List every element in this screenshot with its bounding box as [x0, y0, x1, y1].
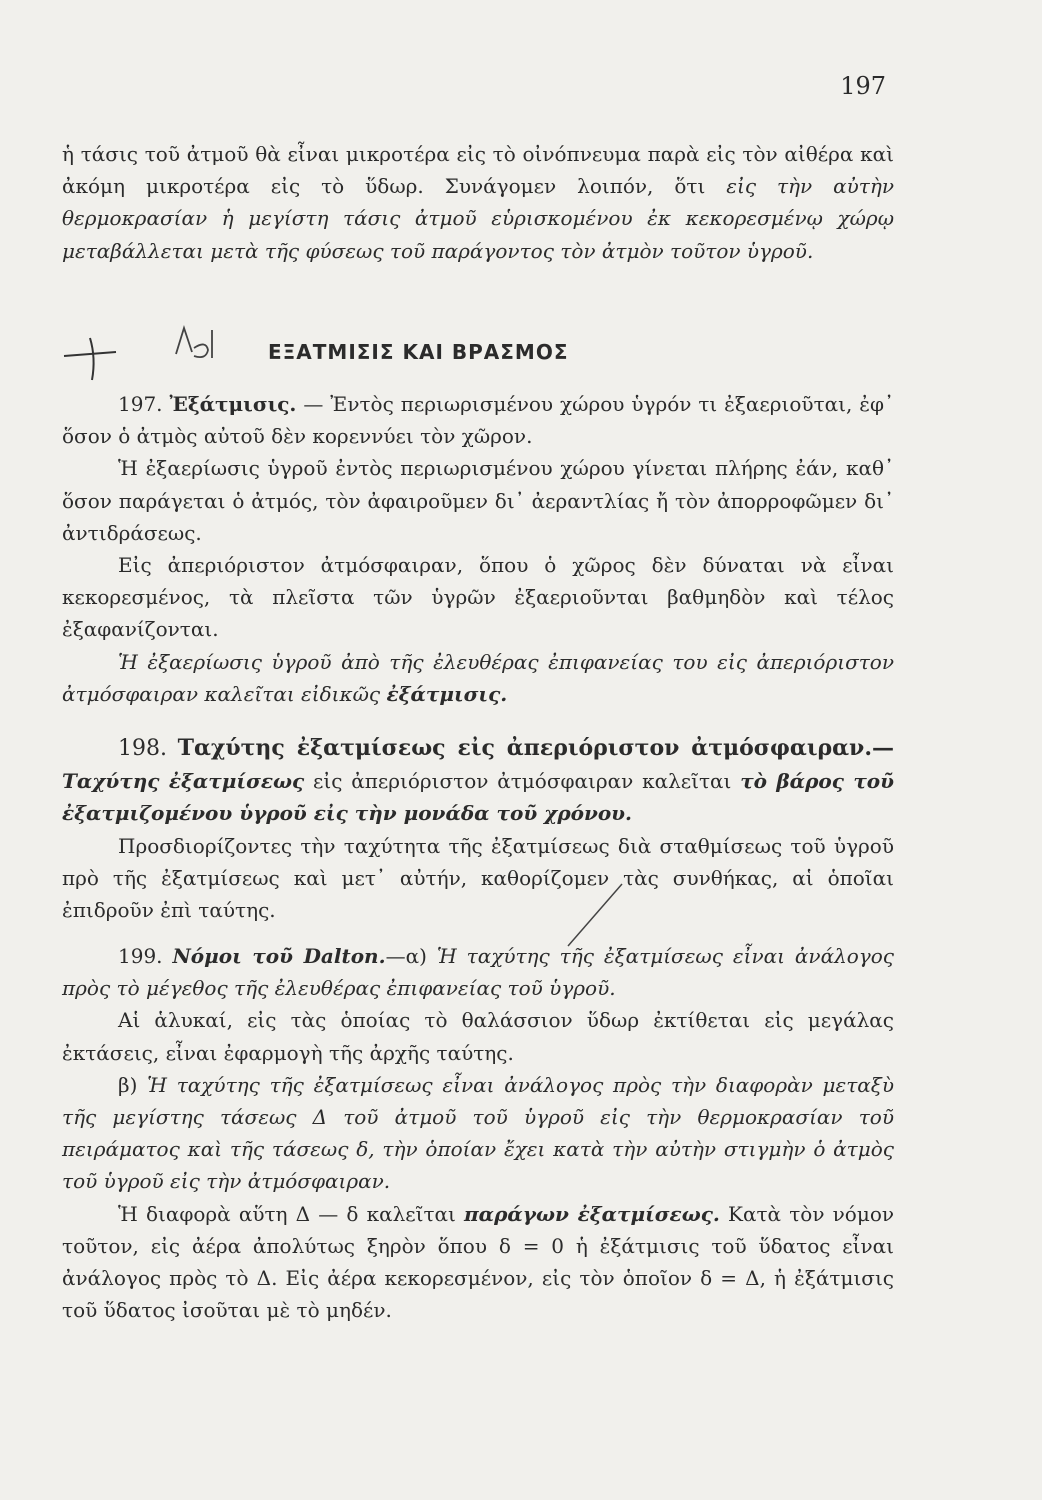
- section-198-title: Ταχύτης ἐξατμίσεως εἰς ἀπεριόριστον ἀτμόσφαιραν.—: [177, 735, 894, 761]
- page-number: 197: [840, 72, 886, 100]
- section-199: [62, 940, 894, 1326]
- section-199-number: 199.: [118, 944, 163, 968]
- section-197-title: Ἐξάτμισις.: [169, 392, 297, 416]
- section-198: [62, 732, 894, 926]
- section-197-number: 197.: [118, 392, 163, 416]
- intro-paragraph: [62, 138, 894, 267]
- handwritten-margin-mark: [56, 318, 246, 388]
- intro-line-2: αἰθέρα καὶ ἀκόμη μικροτέρα εἰς τὸ ὕδωρ. Συνάγομεν λοιπόν, ὅτι: [62, 142, 895, 199]
- section-197-text: — Ἐντὸς περιωρισμένου χώρου ὑγρόν τι ἐξαεριοῦται, ἐφ᾽ ὅσον ὁ ἀτμὸς αὐτοῦ δὲν κορεννύει τὸν χῶρον.: [62, 392, 895, 449]
- section-197-paragraph-2: Ἡ ἐξαερίωσις ὑγροῦ ἐντὸς περιωρισμένου χώρου γίνεται πλήρης ἐάν, καθ᾽ ὅσον παράγεται ὁ ἀτμός, τὸν ἀφαιροῦμεν δι᾽ ἀεραντλίας ἤ τὸν ἀπορροφῶμεν δι᾽ ἀντιδράσεως.: [62, 456, 894, 545]
- section-199-law-a-label: —α): [385, 944, 437, 968]
- section-198-lead: Ταχύτης ἐξατμίσεως: [62, 769, 305, 794]
- section-197-definition: Ἡ ἐξαερίωσις ὑγροῦ ἀπὸ τῆς ἐλευθέρας ἐπιφανείας του εἰς ἀπεριόριστον ἀτμόσφαιραν καλεῖται εἰδικῶς: [62, 649, 894, 706]
- section-199-paragraph-4-end: Κατὰ τὸν νόμον τοῦτον, εἰς ἀέρα ἀπολύτως ξηρὸν ὅπου δ = 0 ἡ ἐξάτμισις τοῦ ὕδατος εἶναι ἀνάλογος πρὸς τὸ Δ. Εἰς ἀέρα κεκορεσμένον, εἰς τὸν ὁποῖον δ = Δ, ἡ ἐξάτμισις τοῦ ὕδατος ἰσοῦται μὲ τὸ μηδέν.: [62, 1201, 895, 1323]
- section-199-law-a: Ἡ ταχύτης τῆς ἐξατμίσεως εἶναι ἀνάλογος πρὸς τὸ μέγεθος τῆς ἐλευθέρας ἐπιφανείας τοῦ ὑγροῦ.: [62, 944, 895, 1001]
- section-198-definition: τὸ βάρος τοῦ ἐξατμιζομένου ὑγροῦ εἰς τὴν μονάδα τοῦ χρόνου.: [62, 769, 894, 826]
- section-198-text: εἰς ἀπεριόριστον ἀτμόσφαιραν καλεῖται: [304, 769, 741, 794]
- section-199-law-b: Ἡ ταχύτης τῆς ἐξατμίσεως εἶναι ἀνάλογος πρὸς τὴν διαφορὰν μεταξὺ τῆς μεγίστης τάσεως Δ τοῦ ἀτμοῦ τοῦ ὑγροῦ εἰς τὴν θερμοκρασίαν τοῦ πειράματος καὶ τῆς τάσεως δ, τὴν ὁποίαν ἔχει κατὰ τὴν αὐτὴν στιγμὴν ὁ ἀτμὸς τοῦ ὑγροῦ εἰς τὴν ἀτμόσφαιραν.: [62, 1072, 894, 1194]
- intro-italic: εἰς τὴν αὐτὴν θερμοκρασίαν ἡ μεγίστη τάσις ἀτμοῦ εὑρισκομένου ἐκ κεκορεσμένῳ χώρῳ μεταβάλλεται μετὰ τῆς φύσεως τοῦ παράγοντος τὸν ἀτμὸν τοῦτον ὑγροῦ.: [62, 174, 894, 263]
- section-197-paragraph-3: Εἰς ἀπεριόριστον ἀτμόσφαιραν, ὅπου ὁ χῶρος δὲν δύναται νὰ εἶναι κεκορεσμένος, τὰ πλεῖστα τῶν ὑγρῶν ἐξαεριοῦνται βαθμηδὸν καὶ τέλος ἐξαφανίζονται.: [62, 553, 894, 642]
- section-199-title: Νόμοι τοῦ Dalton.: [172, 944, 386, 968]
- section-199-paragraph-2: Αἱ ἁλυκαί, εἰς τὰς ὁποίας τὸ θαλάσσιον ὕδωρ ἐκτίθεται εἰς μεγάλας ἐκτάσεις, εἶναι ἐφαρμογὴ τῆς ἀρχῆς ταύτης.: [62, 1008, 894, 1065]
- section-198-paragraph-2: Προσδιορίζοντες τὴν ταχύτητα τῆς ἐξατμίσεως διὰ σταθμίσεως τοῦ ὑγροῦ πρὸ τῆς ἐξατμίσεως καὶ μετ᾽ αὐτήν, καθορίζομεν τὰς συνθήκας, αἱ ὁποῖαι ἐπιδροῦν ἐπὶ ταύτης.: [62, 833, 894, 923]
- section-199-term: παράγων ἐξατμίσεως.: [464, 1201, 720, 1226]
- section-197: [62, 388, 894, 710]
- section-heading: ΕΞΑΤΜΙΣΙΣ ΚΑΙ ΒΡΑΣΜΟΣ: [268, 340, 569, 364]
- section-198-number: 198.: [118, 736, 167, 761]
- intro-line-1: ἡ τάσις τοῦ ἀτμοῦ θὰ εἶναι μικροτέρα εἰς τὸ οἰνόπνευμα παρὰ εἰς τὸν: [62, 142, 778, 166]
- section-197-term: ἐξάτμισις.: [386, 681, 508, 706]
- section-199-paragraph-4-start: Ἡ διαφορὰ αὕτη Δ — δ καλεῖται: [118, 1201, 465, 1226]
- section-199-law-b-label: β): [118, 1072, 148, 1097]
